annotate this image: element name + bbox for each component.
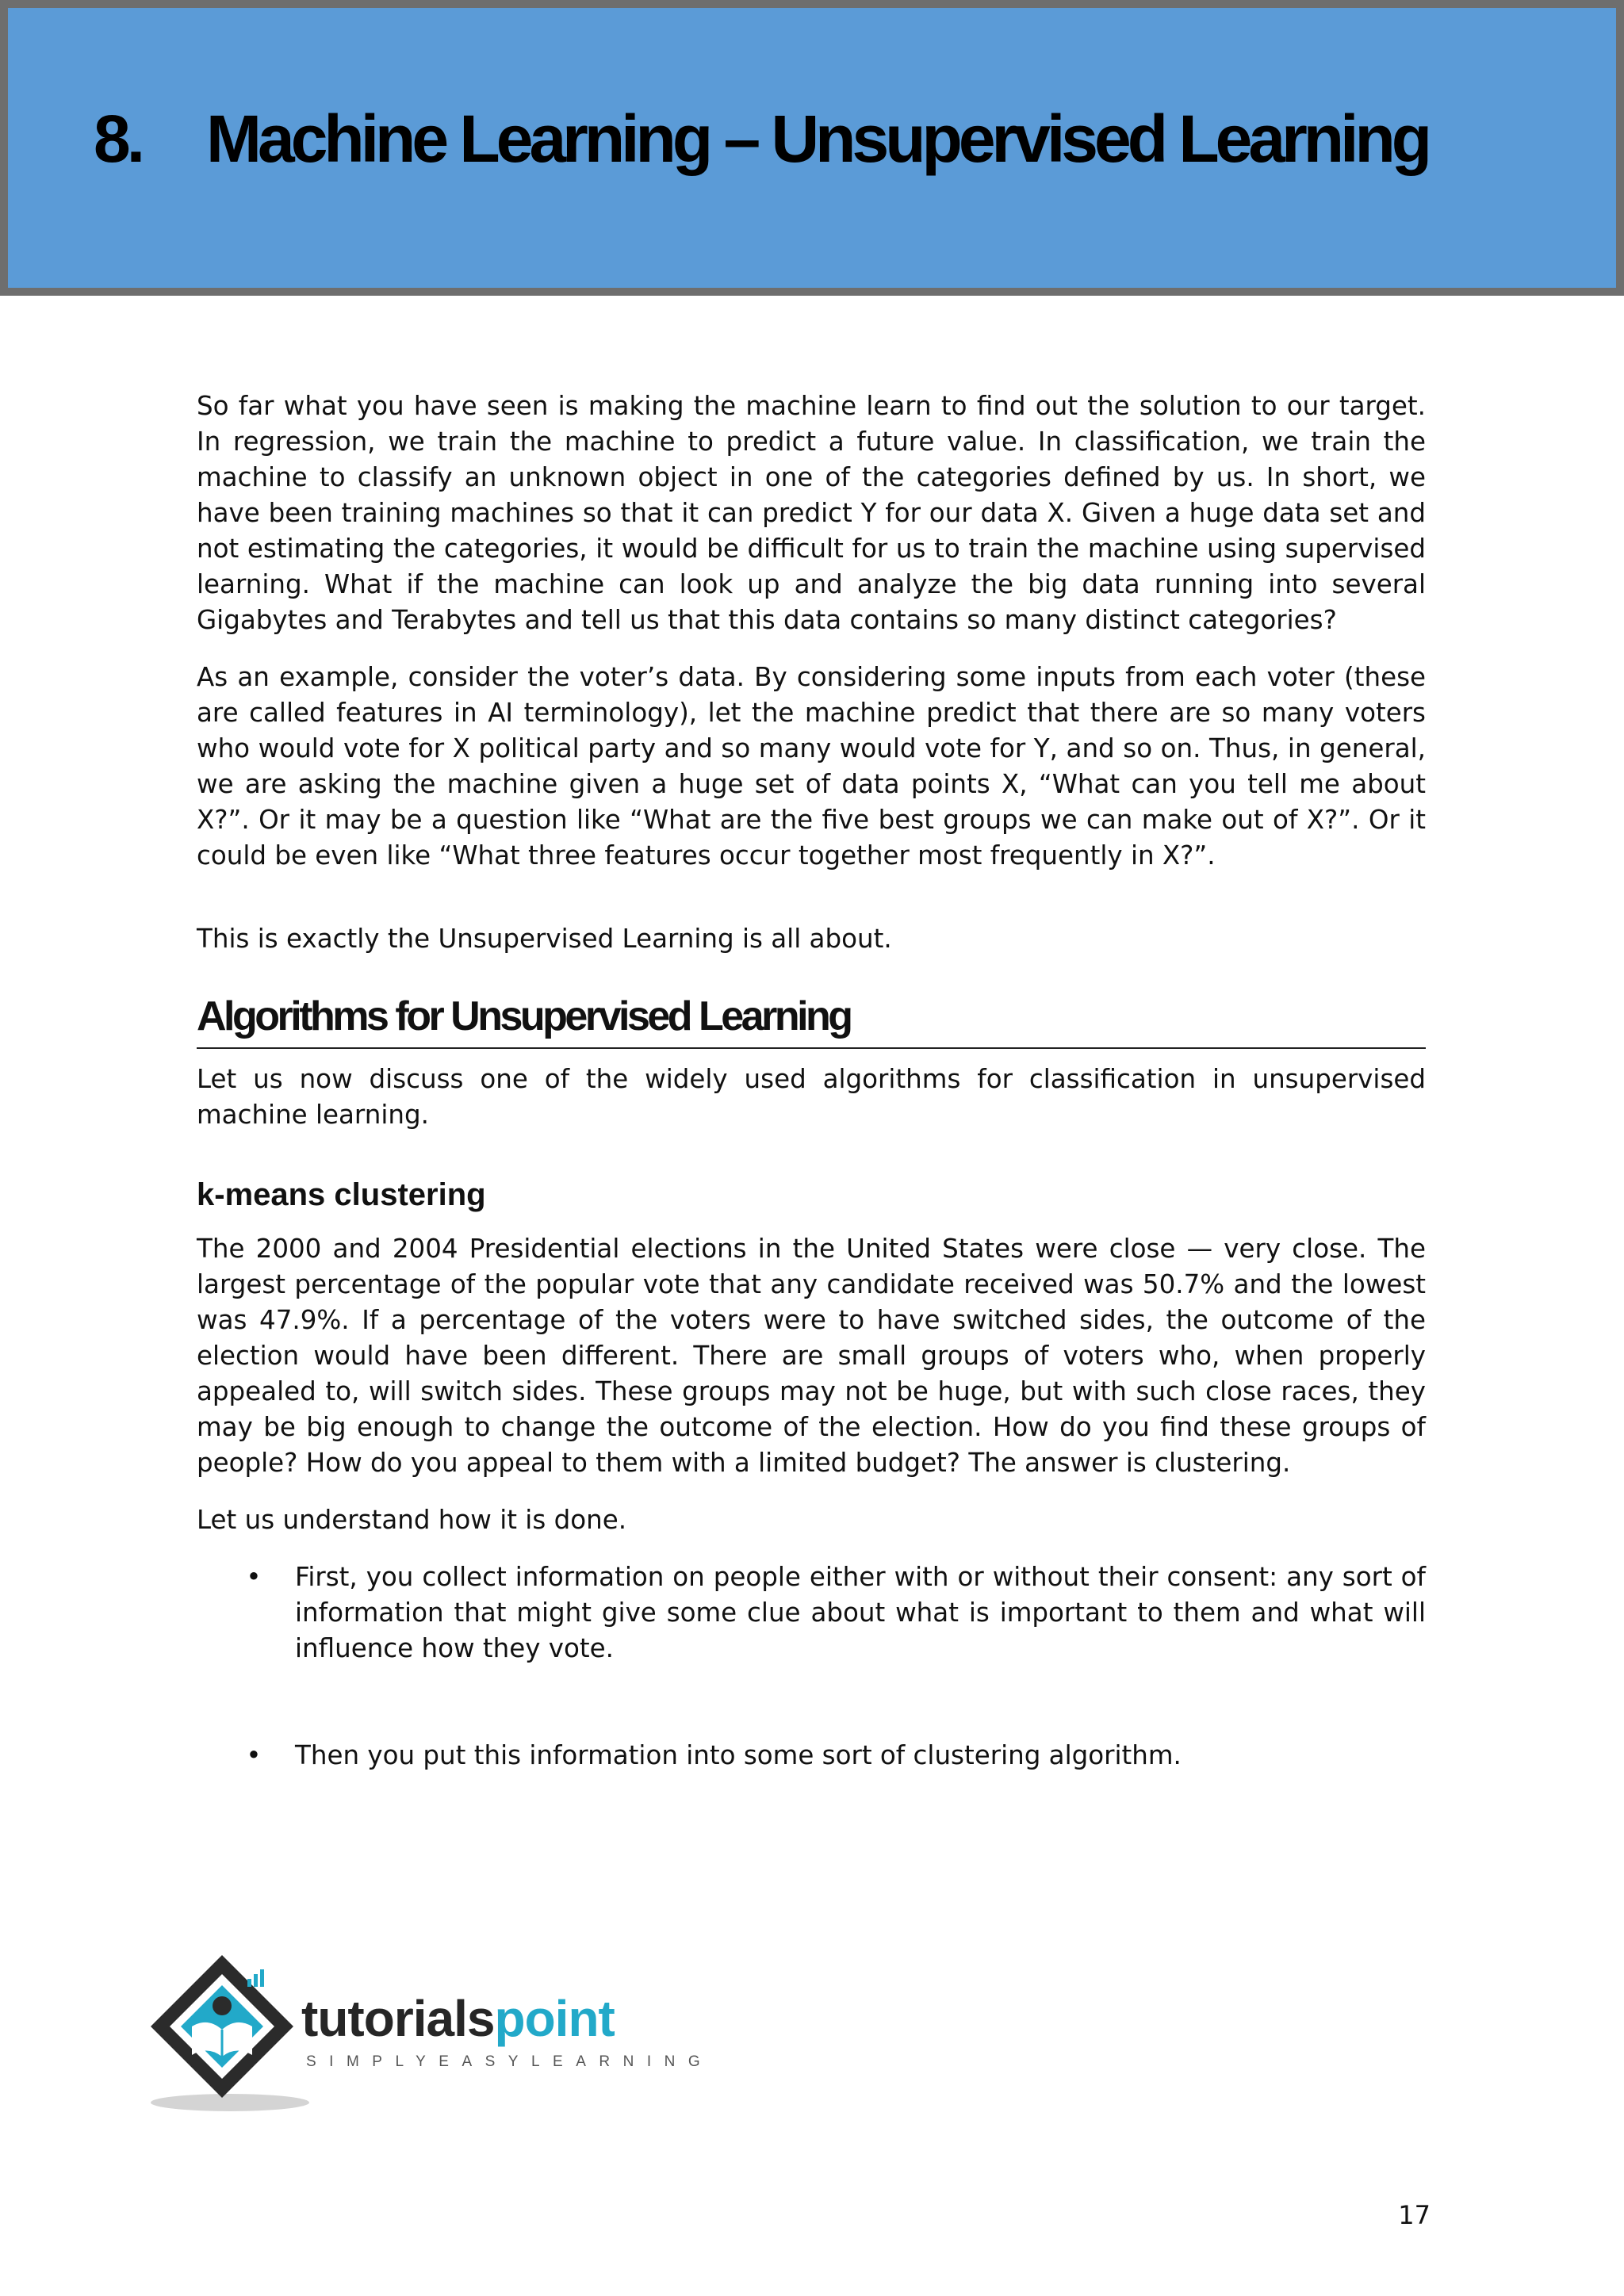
bullet-icon: • bbox=[246, 1562, 262, 1592]
list-item-text: Then you put this information into some sort of clustering algorithm. bbox=[295, 1740, 1182, 1770]
algorithms-intro-paragraph: Let us now discuss one of the widely used algorithms for classification in unsupervised machine learning. bbox=[197, 1064, 1426, 1130]
chapter-title-text: Machine Learning – Unsupervised Learning bbox=[206, 101, 1429, 176]
subheading-kmeans: k-means clustering bbox=[197, 1177, 486, 1212]
open-book-in-diamond-icon bbox=[143, 1950, 309, 2125]
logo-word-tutorials: tutorials bbox=[301, 1990, 495, 2047]
intro-paragraph-3: This is exactly the Unsupervised Learning is all about. bbox=[197, 924, 892, 954]
logo-tagline: SIMPLYEASYLEARNING bbox=[306, 2053, 714, 2070]
list-item-text: First, you collect information on people either with or without their consent: any sort of information that might give some clue about what is important to them and what will influence how they vote. bbox=[295, 1562, 1426, 1663]
chapter-title bbox=[94, 91, 1428, 186]
tutorialspoint-logo bbox=[143, 1950, 714, 2125]
page-content bbox=[197, 388, 1426, 1774]
chapter-number: 8. bbox=[94, 101, 142, 176]
intro-paragraph-2: As an example, consider the voter’s data. By considering some inputs from each voter (these are called features in AI terminology), let the machine predict that there are so many voters who would vote for X political party and so many would vote for Y, and so on. Thus, in general, we are asking the machine given a huge set of data points X, “What can you tell me about X?”. Or it may be a question like “What are the five best groups we can make out of X?”. Or it could be even like “What three features occur together most frequently in X?”. bbox=[197, 662, 1426, 871]
kmeans-paragraph-1: The 2000 and 2004 Presidential elections in the United States were close — very close. The largest percentage of the popular vote that any candidate received was 50.7% and the lowest was 47.9%. If a percentage of the voters were to have switched sides, the outcome of the election would have been different. There are small groups of voters who, when properly appealed to, will switch sides. These groups may not be huge, but with such close races, they may be big enough to change the outcome of the election. How do you find these groups of people? How do you appeal to them with a limited budget? The answer is clustering. bbox=[197, 1234, 1426, 1478]
section-heading-algorithms: Algorithms for Unsupervised Learning bbox=[197, 989, 1426, 1049]
page-number: 17 bbox=[1398, 2200, 1431, 2230]
list-item bbox=[197, 1738, 1426, 1774]
bullet-icon: • bbox=[246, 1740, 262, 1770]
list-item bbox=[197, 1559, 1426, 1667]
kmeans-bullet-list bbox=[197, 1559, 1426, 1774]
chapter-banner bbox=[0, 0, 1624, 296]
kmeans-paragraph-2: Let us understand how it is done. bbox=[197, 1505, 627, 1535]
intro-paragraph-1: So far what you have seen is making the machine learn to find out the solution to our target. In regression, we train the machine to predict a future value. In classification, we train the machine to classify an unknown object in one of the categories defined by us. In short, we have been training machines so that it can predict Y for our data X. Given a huge data set and not estimating the categories, it would be difficult for us to train the machine using supervised learning. What if the machine can look up and analyze the big data running into several Gigabytes and Terabytes and tell us that this data contains so many distinct categories? bbox=[197, 391, 1426, 635]
logo-wordmark bbox=[301, 1990, 615, 2047]
logo-word-point: point bbox=[494, 1990, 615, 2047]
